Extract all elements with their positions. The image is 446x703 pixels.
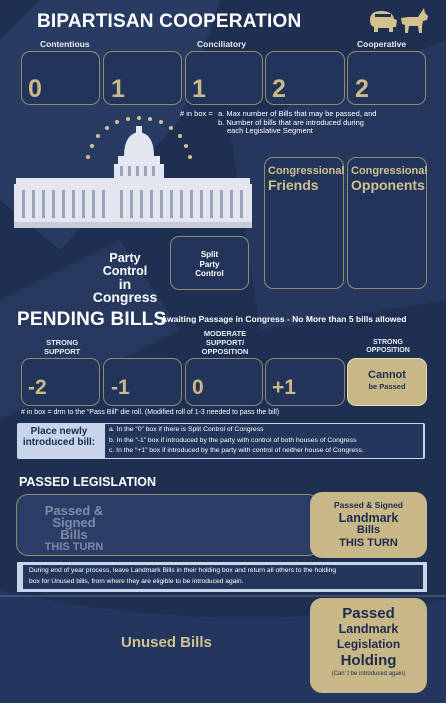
split-label-2: Party — [199, 259, 220, 269]
place-bill-2: introduced bill: — [22, 437, 96, 448]
cooperation-value-2: 1 — [192, 75, 206, 103]
cooperation-note-b: b. Number of bills that are introduced during — [218, 118, 364, 127]
cooperation-value-3: 2 — [272, 75, 286, 103]
moderate-1: MODERATE — [203, 329, 247, 338]
place-bill-rule-c: c. In the “+1” box if introduced by the party with control of neither house of Congress. — [109, 447, 364, 454]
label-strong-opposition — [348, 339, 428, 355]
pending-value-minus1: -1 — [111, 376, 130, 399]
landmark-3: Bills — [356, 524, 381, 536]
split-label-1: Split — [200, 250, 219, 259]
donkey-icon — [398, 6, 430, 36]
landmark-1: Passed & Signed — [334, 500, 403, 510]
moderate-2: SUPPORT/ — [205, 338, 245, 347]
party-control-line1: Party Control — [102, 251, 148, 278]
strong-support-2: SUPPORT — [44, 347, 81, 356]
cooperation-note-lead: # in box = — [180, 109, 213, 118]
party-control-line2: in Congress — [92, 276, 158, 305]
pending-bills-subtitle: Awaiting Passage in Congress - No More than 5 bills allowed — [161, 314, 407, 324]
congressional-friends-label-2: Friends — [268, 177, 319, 193]
label-strong-support — [44, 338, 80, 356]
pending-value-0: 0 — [192, 376, 204, 399]
strong-opp-1: STRONG — [373, 339, 403, 346]
place-bill-rule-a: a. In the “0” box if there is Split Control of Congress — [109, 426, 264, 433]
congressional-friends-label-1: Congressional — [268, 165, 345, 177]
place-bill-1: Place newly — [30, 426, 88, 437]
cannot-be-passed-label — [347, 370, 427, 392]
unused-bills-label: Unused Bills — [121, 634, 212, 651]
split-party-control-label — [170, 250, 249, 279]
passed-left-2: Signed Bills — [52, 515, 96, 542]
congressional-opponents-label-2: Opponents — [351, 177, 425, 193]
cannot-1: Cannot — [368, 369, 406, 381]
party-control-title — [86, 252, 164, 304]
strong-opp-2: OPPOSITION — [366, 347, 410, 354]
holding-3: Legislation — [336, 637, 401, 651]
place-bill-heading — [20, 426, 98, 448]
passed-left-1: Passed & — [44, 503, 104, 518]
label-moderate — [187, 329, 263, 356]
cooperation-note-a: a. Max number of Bills that may be passed, and — [218, 109, 377, 118]
cooperation-note-b2: each Legislative Segment — [227, 126, 313, 135]
label-conciliatory: Conciliatory — [197, 39, 247, 49]
eoy-note-1: During end of year process, leave Landmark Bills in their holding box and return all others to the holding — [29, 567, 337, 574]
capitol-building-image — [14, 112, 252, 230]
label-cooperative: Cooperative — [357, 39, 407, 49]
cooperation-value-0: 0 — [28, 75, 42, 103]
label-contentious: Contentious — [40, 39, 90, 49]
cooperation-value-4: 2 — [355, 75, 369, 103]
pending-drm-note: # in box = drm to the “Pass Bill” die roll. (Modified roll of 1-3 needed to pass the bill) — [21, 409, 280, 416]
landmark-4: THIS TURN — [339, 536, 398, 549]
passed-legislation-title: PASSED LEGISLATION — [19, 475, 157, 489]
pending-value-plus1: +1 — [272, 376, 296, 399]
place-bill-rules — [109, 425, 364, 457]
split-label-3: Control — [195, 269, 224, 278]
holding-2: Landmark — [338, 621, 399, 636]
congressional-opponents-label-1: Congressional — [351, 165, 428, 177]
holding-1: Passed — [342, 605, 395, 622]
passed-this-turn-label — [38, 505, 110, 553]
strong-support-1: STRONG — [46, 338, 79, 347]
holding-note: (Can’ t be introduced again) — [331, 671, 406, 677]
cannot-2: be Passed — [368, 382, 406, 391]
cooperation-title: BIPARTISAN COOPERATION — [37, 11, 302, 32]
cooperation-value-1: 1 — [111, 75, 125, 103]
holding-4: Holding — [340, 651, 397, 669]
moderate-3: OPPOSITION — [201, 347, 249, 356]
passed-left-3: THIS TURN — [44, 541, 104, 553]
elephant-icon — [366, 6, 400, 36]
pending-bills-title: PENDING BILLS — [17, 309, 167, 330]
place-bill-rule-b: b. In the “-1” box if introduced by the party with control of both houses of Congress — [109, 436, 357, 444]
pending-value-minus2: -2 — [28, 376, 47, 399]
landmark-2: Landmark — [338, 510, 399, 525]
landmark-holding-label — [310, 606, 427, 680]
landmark-this-turn-label — [310, 499, 427, 549]
eoy-note-2: box for Unused bills, from where they are eligible to be introduced again. — [29, 578, 244, 585]
eoy-note — [29, 565, 336, 587]
